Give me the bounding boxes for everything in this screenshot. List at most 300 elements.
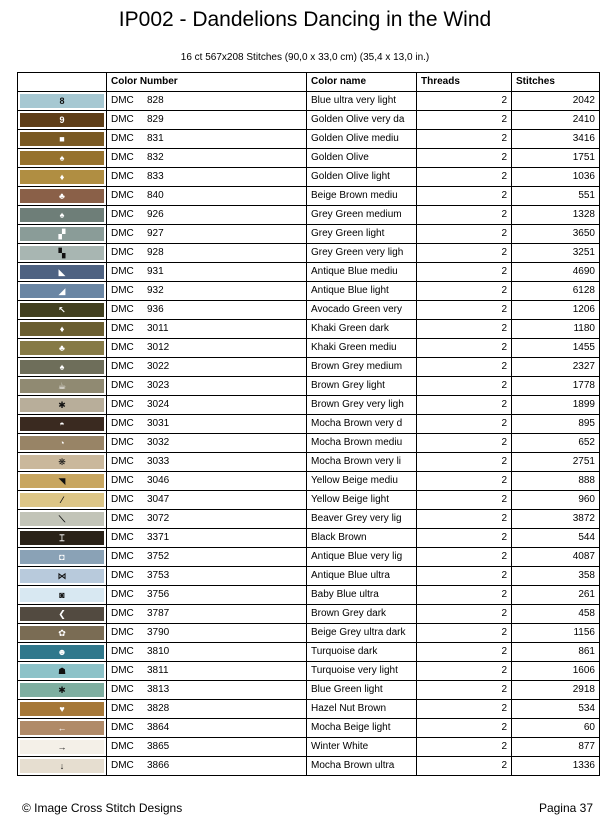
color-number-cell	[107, 491, 307, 510]
thread-number: 828	[147, 95, 164, 106]
thread-number: 3828	[147, 703, 170, 714]
swatch-cell	[18, 130, 107, 149]
thread-number: 3787	[147, 608, 170, 619]
color-number-cell	[107, 206, 307, 225]
table-row	[18, 738, 600, 757]
color-name-cell: Black Brown	[307, 529, 417, 548]
stitches-cell: 4087	[512, 548, 600, 567]
stitch-symbol-icon: ♠	[59, 153, 65, 163]
thread-brand: DMC	[111, 114, 134, 125]
stitch-symbol-icon: ♦	[59, 324, 65, 334]
thread-brand: DMC	[111, 722, 134, 733]
table-row	[18, 111, 600, 130]
thread-brand: DMC	[111, 342, 134, 353]
stitch-symbol-icon: ⟍	[58, 514, 66, 524]
threads-cell: 2	[417, 358, 512, 377]
stitch-symbol-icon: ⋈	[57, 571, 67, 581]
stitch-symbol-icon: ☕	[57, 381, 67, 391]
color-name-cell: Grey Green medium	[307, 206, 417, 225]
stitches-cell: 2410	[512, 111, 600, 130]
stitches-cell: 2751	[512, 453, 600, 472]
table-row	[18, 149, 600, 168]
threads-cell: 2	[417, 567, 512, 586]
threads-cell: 2	[417, 263, 512, 282]
table-row	[18, 472, 600, 491]
thread-number: 932	[147, 285, 164, 296]
thread-number: 3811	[147, 665, 169, 676]
thread-number: 928	[147, 247, 164, 258]
thread-brand: DMC	[111, 399, 134, 410]
thread-number: 926	[147, 209, 164, 220]
thread-brand: DMC	[111, 171, 134, 182]
table-row	[18, 719, 600, 738]
color-number-cell	[107, 396, 307, 415]
stitch-symbol-icon: ⌶	[59, 533, 65, 543]
color-number-cell	[107, 244, 307, 263]
color-number-cell	[107, 320, 307, 339]
table-row	[18, 244, 600, 263]
thread-number: 3813	[147, 684, 170, 695]
swatch-cell	[18, 719, 107, 738]
stitch-symbol-icon: ✱	[58, 685, 66, 695]
stitch-symbol-icon: ❋	[58, 457, 66, 467]
color-name-cell: Antique Blue light	[307, 282, 417, 301]
color-number-header: Color Number	[107, 73, 307, 92]
color-swatch	[20, 531, 104, 545]
swatch-cell	[18, 567, 107, 586]
thread-brand: DMC	[111, 646, 134, 657]
thread-brand: DMC	[111, 437, 134, 448]
color-swatch	[20, 265, 104, 279]
color-name-cell: Hazel Nut Brown	[307, 700, 417, 719]
color-swatch	[20, 303, 104, 317]
stitch-symbol-icon: ↓	[59, 761, 65, 771]
table-row	[18, 358, 600, 377]
thread-brand: DMC	[111, 380, 134, 391]
thread-number: 3022	[147, 361, 170, 372]
stitch-symbol-icon: ☻	[57, 647, 67, 657]
threads-cell: 2	[417, 434, 512, 453]
swatch-cell	[18, 662, 107, 681]
swatch-cell	[18, 187, 107, 206]
color-number-cell	[107, 567, 307, 586]
threads-cell: 2	[417, 700, 512, 719]
threads-cell: 2	[417, 149, 512, 168]
table-row	[18, 700, 600, 719]
stitches-cell: 861	[512, 643, 600, 662]
stitch-symbol-icon: ✿	[58, 628, 66, 638]
threads-cell: 2	[417, 187, 512, 206]
color-number-cell	[107, 263, 307, 282]
color-name-cell: Turquoise dark	[307, 643, 417, 662]
thread-brand: DMC	[111, 418, 134, 429]
thread-brand: DMC	[111, 190, 134, 201]
color-name-cell: Mocha Brown ultra	[307, 757, 417, 776]
color-swatch	[20, 436, 104, 450]
thread-number: 3790	[147, 627, 170, 638]
threads-cell: 2	[417, 491, 512, 510]
color-number-cell	[107, 510, 307, 529]
color-number-cell	[107, 643, 307, 662]
table-row	[18, 263, 600, 282]
table-row	[18, 662, 600, 681]
table-row	[18, 301, 600, 320]
color-swatch	[20, 398, 104, 412]
stitches-cell: 1455	[512, 339, 600, 358]
color-name-cell: Brown Grey very ligh	[307, 396, 417, 415]
color-name-cell: Mocha Brown mediu	[307, 434, 417, 453]
color-swatch	[20, 284, 104, 298]
color-name-cell: Grey Green light	[307, 225, 417, 244]
threads-cell: 2	[417, 339, 512, 358]
swatch-cell	[18, 700, 107, 719]
table-row	[18, 168, 600, 187]
thread-brand: DMC	[111, 456, 134, 467]
color-number-cell	[107, 662, 307, 681]
thread-brand: DMC	[111, 209, 134, 220]
swatch-cell	[18, 206, 107, 225]
stitches-cell: 652	[512, 434, 600, 453]
swatch-cell	[18, 244, 107, 263]
table-row	[18, 225, 600, 244]
threads-cell: 2	[417, 586, 512, 605]
threads-cell: 2	[417, 681, 512, 700]
stitch-symbol-icon: ↖	[58, 305, 66, 315]
threads-cell: 2	[417, 548, 512, 567]
table-row	[18, 548, 600, 567]
thread-number: 3047	[147, 494, 170, 505]
color-name-cell: Turquoise very light	[307, 662, 417, 681]
color-name-cell: Avocado Green very	[307, 301, 417, 320]
threads-cell: 2	[417, 624, 512, 643]
stitches-cell: 2327	[512, 358, 600, 377]
thread-number: 3753	[147, 570, 170, 581]
table-row	[18, 529, 600, 548]
thread-brand: DMC	[111, 475, 134, 486]
table-row	[18, 377, 600, 396]
stitches-cell: 1336	[512, 757, 600, 776]
stitch-symbol-icon: →	[57, 742, 67, 752]
swatch-cell	[18, 681, 107, 700]
color-name-cell: Golden Olive mediu	[307, 130, 417, 149]
stitch-symbol-icon: ◔	[59, 438, 65, 448]
thread-number: 829	[147, 114, 164, 125]
swatch-cell	[18, 149, 107, 168]
stitch-symbol-icon: ♥	[59, 704, 65, 714]
thread-brand: DMC	[111, 703, 134, 714]
thread-brand: DMC	[111, 95, 134, 106]
swatch-cell	[18, 396, 107, 415]
color-number-cell	[107, 92, 307, 111]
color-swatch	[20, 759, 104, 773]
stitches-cell: 1751	[512, 149, 600, 168]
thread-brand: DMC	[111, 152, 134, 163]
swatch-cell	[18, 586, 107, 605]
stitches-cell: 1036	[512, 168, 600, 187]
thread-brand: DMC	[111, 494, 134, 505]
thread-brand: DMC	[111, 665, 134, 676]
thread-number: 3866	[147, 760, 170, 771]
swatch-cell	[18, 111, 107, 130]
stitch-symbol-icon: ♠	[59, 362, 65, 372]
threads-cell: 2	[417, 472, 512, 491]
color-name-cell: Yellow Beige mediu	[307, 472, 417, 491]
color-name-cell: Golden Olive very da	[307, 111, 417, 130]
threads-cell: 2	[417, 453, 512, 472]
swatch-cell	[18, 168, 107, 187]
color-swatch	[20, 417, 104, 431]
threads-cell: 2	[417, 244, 512, 263]
threads-cell: 2	[417, 529, 512, 548]
swatch-cell	[18, 320, 107, 339]
thread-brand: DMC	[111, 513, 134, 524]
color-number-cell	[107, 605, 307, 624]
color-name-cell: Brown Grey medium	[307, 358, 417, 377]
thread-brand: DMC	[111, 551, 134, 562]
color-number-cell	[107, 548, 307, 567]
color-swatch	[20, 607, 104, 621]
thread-number: 840	[147, 190, 164, 201]
legend-rows	[18, 92, 600, 776]
color-number-cell	[107, 339, 307, 358]
color-swatch	[20, 246, 104, 260]
swatch-cell	[18, 282, 107, 301]
color-number-cell	[107, 377, 307, 396]
color-name-cell: Blue Green light	[307, 681, 417, 700]
color-swatch	[20, 588, 104, 602]
color-name-cell: Khaki Green mediu	[307, 339, 417, 358]
color-number-cell	[107, 586, 307, 605]
color-swatch	[20, 208, 104, 222]
swatch-cell	[18, 643, 107, 662]
thread-legend-table	[17, 72, 600, 776]
swatch-cell	[18, 605, 107, 624]
color-swatch	[20, 645, 104, 659]
thread-number: 3371	[147, 532, 170, 543]
stitch-symbol-icon: ←	[57, 723, 67, 733]
thread-number: 3032	[147, 437, 170, 448]
stitches-cell: 60	[512, 719, 600, 738]
color-swatch	[20, 664, 104, 678]
table-row	[18, 491, 600, 510]
thread-number: 931	[147, 266, 164, 277]
color-number-cell	[107, 130, 307, 149]
color-swatch	[20, 569, 104, 583]
thread-brand: DMC	[111, 285, 134, 296]
color-name-cell: Golden Olive light	[307, 168, 417, 187]
table-row	[18, 643, 600, 662]
stitches-cell: 1606	[512, 662, 600, 681]
color-name-cell: Beige Brown mediu	[307, 187, 417, 206]
stitches-cell: 4690	[512, 263, 600, 282]
table-row	[18, 320, 600, 339]
thread-number: 3023	[147, 380, 170, 391]
color-swatch	[20, 113, 104, 127]
threads-cell: 2	[417, 301, 512, 320]
copyright-notice: © Image Cross Stitch Designs	[22, 801, 183, 815]
swatch-cell	[18, 301, 107, 320]
thread-brand: DMC	[111, 228, 134, 239]
thread-number: 3033	[147, 456, 170, 467]
color-swatch	[20, 683, 104, 697]
color-number-cell	[107, 757, 307, 776]
color-number-cell	[107, 453, 307, 472]
stitch-symbol-icon: ♣	[59, 343, 65, 353]
threads-cell: 2	[417, 757, 512, 776]
color-name-cell: Antique Blue very lig	[307, 548, 417, 567]
threads-cell: 2	[417, 282, 512, 301]
stitch-symbol-icon: ◣	[58, 267, 66, 277]
color-name-cell: Khaki Green dark	[307, 320, 417, 339]
thread-brand: DMC	[111, 304, 134, 315]
stitches-cell: 877	[512, 738, 600, 757]
stitches-cell: 960	[512, 491, 600, 510]
color-number-cell	[107, 681, 307, 700]
stitches-cell: 895	[512, 415, 600, 434]
thread-brand: DMC	[111, 741, 134, 752]
swatch-cell	[18, 358, 107, 377]
color-number-cell	[107, 529, 307, 548]
color-number-cell	[107, 187, 307, 206]
stitch-symbol-icon: ♣	[59, 191, 65, 201]
color-number-cell	[107, 225, 307, 244]
thread-brand: DMC	[111, 608, 134, 619]
color-number-cell	[107, 624, 307, 643]
stitches-header: Stitches	[512, 73, 600, 92]
thread-brand: DMC	[111, 684, 134, 695]
swatch-cell	[18, 624, 107, 643]
thread-number: 3031	[147, 418, 170, 429]
color-swatch	[20, 740, 104, 754]
color-number-cell	[107, 358, 307, 377]
swatch-cell	[18, 434, 107, 453]
stitch-symbol-icon: ◓	[59, 419, 65, 429]
color-swatch	[20, 379, 104, 393]
stitches-cell: 1180	[512, 320, 600, 339]
swatch-cell	[18, 472, 107, 491]
swatch-cell	[18, 491, 107, 510]
color-name-cell: Mocha Beige light	[307, 719, 417, 738]
color-swatch	[20, 189, 104, 203]
threads-cell: 2	[417, 719, 512, 738]
thread-number: 3864	[147, 722, 170, 733]
stitches-cell: 888	[512, 472, 600, 491]
table-row	[18, 434, 600, 453]
thread-brand: DMC	[111, 361, 134, 372]
color-number-cell	[107, 719, 307, 738]
stitches-cell: 534	[512, 700, 600, 719]
table-row	[18, 92, 600, 111]
swatch-column-header	[18, 73, 107, 92]
stitches-cell: 6128	[512, 282, 600, 301]
stitch-symbol-icon: ◘	[59, 552, 65, 562]
stitches-cell: 1328	[512, 206, 600, 225]
color-name-cell: Golden Olive	[307, 149, 417, 168]
threads-cell: 2	[417, 662, 512, 681]
color-swatch	[20, 360, 104, 374]
table-row	[18, 339, 600, 358]
thread-number: 3046	[147, 475, 170, 486]
stitches-cell: 1156	[512, 624, 600, 643]
swatch-cell	[18, 757, 107, 776]
stitch-symbol-icon: ◙	[59, 590, 65, 600]
color-number-cell	[107, 434, 307, 453]
stitch-symbol-icon: ■	[59, 134, 65, 144]
threads-cell: 2	[417, 605, 512, 624]
swatch-cell	[18, 225, 107, 244]
threads-cell: 2	[417, 92, 512, 111]
color-number-cell	[107, 149, 307, 168]
threads-cell: 2	[417, 643, 512, 662]
stitches-cell: 551	[512, 187, 600, 206]
threads-cell: 2	[417, 415, 512, 434]
stitches-cell: 3872	[512, 510, 600, 529]
stitches-cell: 261	[512, 586, 600, 605]
pattern-dimensions: 16 ct 567x208 Stitches (90,0 x 33,0 cm) (35,4 x 13,0 in.)	[180, 52, 430, 63]
stitches-cell: 2042	[512, 92, 600, 111]
color-name-cell: Brown Grey dark	[307, 605, 417, 624]
stitch-symbol-icon: ♠	[59, 210, 65, 220]
color-name-cell: Grey Green very ligh	[307, 244, 417, 263]
color-swatch	[20, 702, 104, 716]
color-name-cell: Winter White	[307, 738, 417, 757]
thread-brand: DMC	[111, 760, 134, 771]
threads-cell: 2	[417, 510, 512, 529]
table-row	[18, 605, 600, 624]
stitch-symbol-icon: ⁄	[61, 495, 63, 505]
page-title: IP002 - Dandelions Dancing in the Wind	[118, 8, 492, 31]
thread-number: 3752	[147, 551, 170, 562]
color-swatch	[20, 322, 104, 336]
swatch-cell	[18, 415, 107, 434]
table-row	[18, 681, 600, 700]
table-row	[18, 757, 600, 776]
thread-brand: DMC	[111, 323, 134, 334]
swatch-cell	[18, 453, 107, 472]
color-name-cell: Brown Grey light	[307, 377, 417, 396]
thread-brand: DMC	[111, 532, 134, 543]
color-name-cell: Antique Blue mediu	[307, 263, 417, 282]
threads-cell: 2	[417, 206, 512, 225]
table-header-row	[18, 73, 600, 92]
color-swatch	[20, 550, 104, 564]
color-name-cell: Mocha Brown very d	[307, 415, 417, 434]
swatch-cell	[18, 377, 107, 396]
thread-number: 3865	[147, 741, 170, 752]
table-row	[18, 206, 600, 225]
color-number-cell	[107, 415, 307, 434]
swatch-cell	[18, 548, 107, 567]
stitches-cell: 544	[512, 529, 600, 548]
swatch-cell	[18, 339, 107, 358]
stitch-symbol-icon: ✱	[58, 400, 66, 410]
stitches-cell: 3251	[512, 244, 600, 263]
thread-brand: DMC	[111, 133, 134, 144]
stitch-symbol-icon: ◢	[58, 286, 66, 296]
color-name-cell: Mocha Brown very li	[307, 453, 417, 472]
color-number-cell	[107, 301, 307, 320]
color-swatch	[20, 151, 104, 165]
threads-cell: 2	[417, 738, 512, 757]
swatch-cell	[18, 738, 107, 757]
stitch-symbol-icon: ❮	[58, 609, 66, 619]
stitch-symbol-icon: ♦	[59, 172, 65, 182]
table-row	[18, 415, 600, 434]
color-name-cell: Baby Blue ultra	[307, 586, 417, 605]
stitches-cell: 1899	[512, 396, 600, 415]
thread-number: 833	[147, 171, 164, 182]
swatch-cell	[18, 92, 107, 111]
